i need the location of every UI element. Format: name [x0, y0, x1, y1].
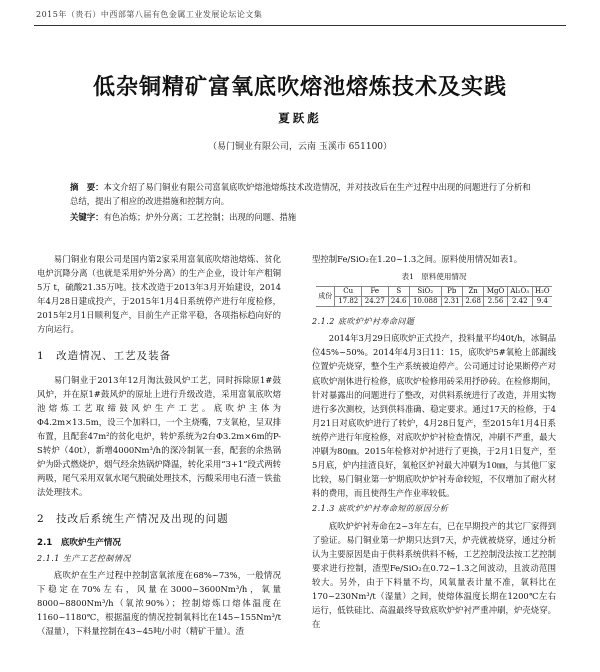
- table-value-cell: 17.82: [335, 297, 362, 307]
- table-header-cell: S: [388, 287, 409, 297]
- section-2-heading: 2 技改后系统生产情况及出现的问题: [37, 512, 229, 525]
- section-2-1-heading: 2.1 底吹炉生产情况: [37, 537, 121, 548]
- paper-title: 低杂铜精矿富氧底吹熔池熔炼技术及实践: [92, 75, 507, 100]
- abstract-label: 摘 要：: [70, 182, 104, 192]
- running-head: 2015年（贵石）中西部第八届有色金属工业发展论坛论文集: [36, 10, 263, 19]
- affiliation: （易门铜业有限公司，云南 玉溪市 651100）: [207, 142, 393, 152]
- abstract-text: 本文介绍了易门铜业有限公司富氧底吹炉熔池熔炼技术改造情况，并对技改后在生产过程中出现的问题进行了分析和总结，提出了相应的改进措施和控制方向。: [70, 182, 531, 206]
- keywords: [70, 210, 534, 224]
- table-header-cell: Zn: [462, 287, 483, 297]
- table-value-row: [316, 297, 552, 307]
- table-value-cell: 2.31: [441, 297, 462, 307]
- table-value-cell: 10.088: [409, 297, 441, 307]
- section-2-1-2-paragraph: 2014年3月29日底吹炉正式投产，投料量平均40t/h，冰铜品位45%~50%。2014年4月3日11：15，底吹炉5#氧枪上部漏线位置炉壳烧穿，整个生产系统被迫停产。公司通过讨论果断停产对底吹炉剖体进行检修，底吹炉检修用砖采用抒砂砖。在检修期间，针对暴露出的问题进行了整改，对供料系统进行了改造，并用实物进行多次测校，达到供料准确、稳定要求。通过17天的检修，于4月21日对底吹炉进行了转炉，4月28日复产，至2015年1月4日系统停产进行年度检修，对底吹炉炉衬检查情况，冲刷不严重，最大冲刷为80㎜。2015年检修对炉衬进行了更换，于2月1日复产，至5月底，炉内挂渣良好，氧枪区炉衬最大冲刷为10㎜，与其他厂家比较，易门铜业第一炉期底吹炉炉衬寿命较短，不仅增加了耐火材料的费用，而且使得生产作业率较低。: [312, 333, 556, 499]
- left-column: [37, 252, 281, 638]
- right-intro-paragraph: 型控制Fe/SiO₂在1.20~1.3之间。原料使用情况如表1。: [312, 254, 523, 264]
- table-header-cell: MgO: [484, 287, 507, 297]
- table-value-cell: 2.68: [462, 297, 483, 307]
- section-2-1-1-paragraph: 底吹炉在生产过程中控制富氧浓度在68%~73%，一般情况下稳定在70%左右，风量在3000~3600Nm³/h，氧量8000~8800Nm³/h（氧浓90%）；控制熔炼口熔体温度在1160~1180℃，根据温度的情况控制氧料比在145~155Nm³/t（湿量），下料量控制在43~45吨/小时（精矿干量）。渣: [37, 569, 281, 637]
- table-value-cell: 24.27: [362, 297, 389, 307]
- table-header-cell: Al₂O₃: [507, 287, 532, 297]
- section-2-1-2-heading: 2.1.2 底吹炉炉衬寿命问题: [312, 317, 415, 327]
- table-header-cell: Pb: [441, 287, 462, 297]
- author: 夏跃彪: [278, 111, 322, 125]
- section-2-1-3-paragraph: 底吹炉炉衬寿命在2~3年左右，已在早期投产的其它厂家得到了验证。易门铜业第一炉期只达到7天，炉壳就被烧穿，通过分析认为主要原因是由于供料系统供料不畅，工艺控制没法按工艺控制要求进行控制，渣型Fe/SiO₂在0.72~1.3之间波动，且波动范围较大。另外，由于下料量不均，风氧量表计量不准，氧料比在170~230Nm³/t（湿量）之间，使熔体温度长期在1200℃左右运行，低铁硅比、高温最终导致底吹炉炉衬严重冲刷，炉壳烧穿。在: [312, 520, 556, 630]
- section-2-1-3-heading: 2.1.3 底吹炉炉衬寿命短的原因分析: [312, 504, 449, 514]
- raw-material-table: [316, 286, 552, 307]
- table-header-cell: SiO₂: [409, 287, 441, 297]
- table-header-cell: Fe: [362, 287, 389, 297]
- header-rule: [34, 25, 566, 26]
- table-row-label: 成份: [316, 287, 335, 307]
- intro-paragraph: 易门铜业有限公司是国内第2家采用富氧底吹熔池熔炼、贫化电炉沉降分离（也就是采用炉外分离）的生产企业，设计年产粗铜5万 t，硫酸21.35万吨。技术改造于2013年3月开始建设，2014年4月28日建成投产，于2015年1月4日系统停产进行年度检修，2015年2月1日顺利复产，目前生产正常平稳，各项指标趋向好的方向运行。: [37, 254, 281, 335]
- table-value-cell: 2.56: [484, 297, 507, 307]
- section-2-1-1-heading: 2.1.1 生产工艺控制情况: [37, 553, 131, 563]
- table-header-cell: Cu: [335, 287, 362, 297]
- table-value-cell: 2.42: [507, 297, 532, 307]
- table-caption: 表1 原料使用情况: [401, 272, 467, 282]
- right-column: [312, 252, 556, 631]
- table-header-row: [316, 287, 552, 297]
- section-1-heading: 1 改造情况、工艺及装备: [37, 349, 172, 362]
- table-value-cell: 9.4: [532, 297, 552, 307]
- abstract: [70, 180, 534, 208]
- table-header-cell: H₂O: [532, 287, 552, 297]
- keywords-text: 有色冶炼；炉外分离；工艺控制；出现的问题、措施: [103, 212, 297, 222]
- section-1-paragraph: 易门铜业于2013年12月淘汰鼓风炉工艺，同时拆除原1#鼓风炉，并在原1#鼓风炉的原址上进行升级改造，采用富氧底吹熔池熔炼工艺取缔鼓风炉生产工艺。底吹炉主体为Φ4.2m×13.5m，设三个加料口，一个主烧嘴，7支氧枪，呈双排布置，且配套47m²的贫化电炉，转炉系统为2台Φ3.2m×6m的P-S转炉（40t），新增4000Nm³/h的深冷制氧一套，配套的余热锅炉为卧式燃烧炉，烟气经余热锅炉降温，转化采用“3+1”段式两转两吸，尾气采用双氧水尾气脱硫处理技术，污酸采用电石渣－铁盐法处理技术。: [37, 374, 281, 498]
- table-value-cell: 24.6: [388, 297, 409, 307]
- keywords-label: 关键字：: [70, 212, 104, 222]
